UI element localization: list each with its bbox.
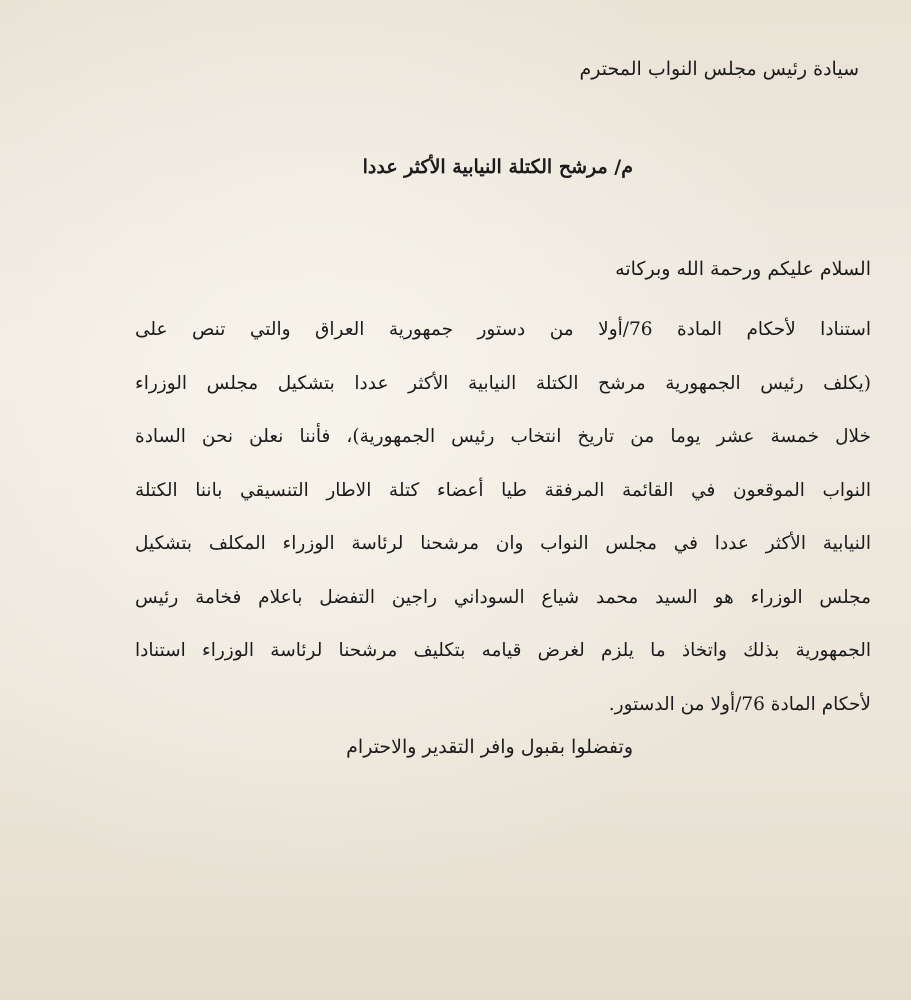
body-line: (يكلف رئيس الجمهورية مرشح الكتلة النيابية الأكثر عددا بتشكيل مجلس الوزراء [135,372,871,394]
body-line: الجمهورية بذلك واتخاذ ما يلزم لغرض قيامه بتكليف مرشحنا لرئاسة الوزراء استنادا [135,640,871,661]
closing-line: وتفضلوا بقبول وافر التقدير والاحترام [346,736,633,758]
greeting-line: السلام عليكم ورحمة الله وبركاته [615,258,871,280]
body-line: النواب الموقعون في القائمة المرفقة طيا أعضاء كتلة الاطار التنسيقي باننا الكتلة [135,479,871,501]
body-line: لأحكام المادة 76/أولا من الدستور. [608,693,871,715]
subject-line: م/ مرشح الكتلة النيابية الأكثر عددا [362,156,633,178]
body-line: استنادا لأحكام المادة 76/أولا من دستور جمهورية العراق والتي تنص على [135,319,871,340]
letter-body [135,303,871,731]
addressee-line: سيادة رئيس مجلس النواب المحترم [579,58,859,80]
body-line: مجلس الوزراء هو السيد محمد شياع السوداني راجين التفضل باعلام فخامة رئيس [135,586,871,608]
body-line: النيابية الأكثر عددا في مجلس النواب وان مرشحنا لرئاسة الوزراء المكلف بتشكيل [135,533,871,554]
body-line: خلال خمسة عشر يوما من تاريخ انتخاب رئيس الجمهورية)، فأننا نعلن نحن السادة [135,426,871,447]
